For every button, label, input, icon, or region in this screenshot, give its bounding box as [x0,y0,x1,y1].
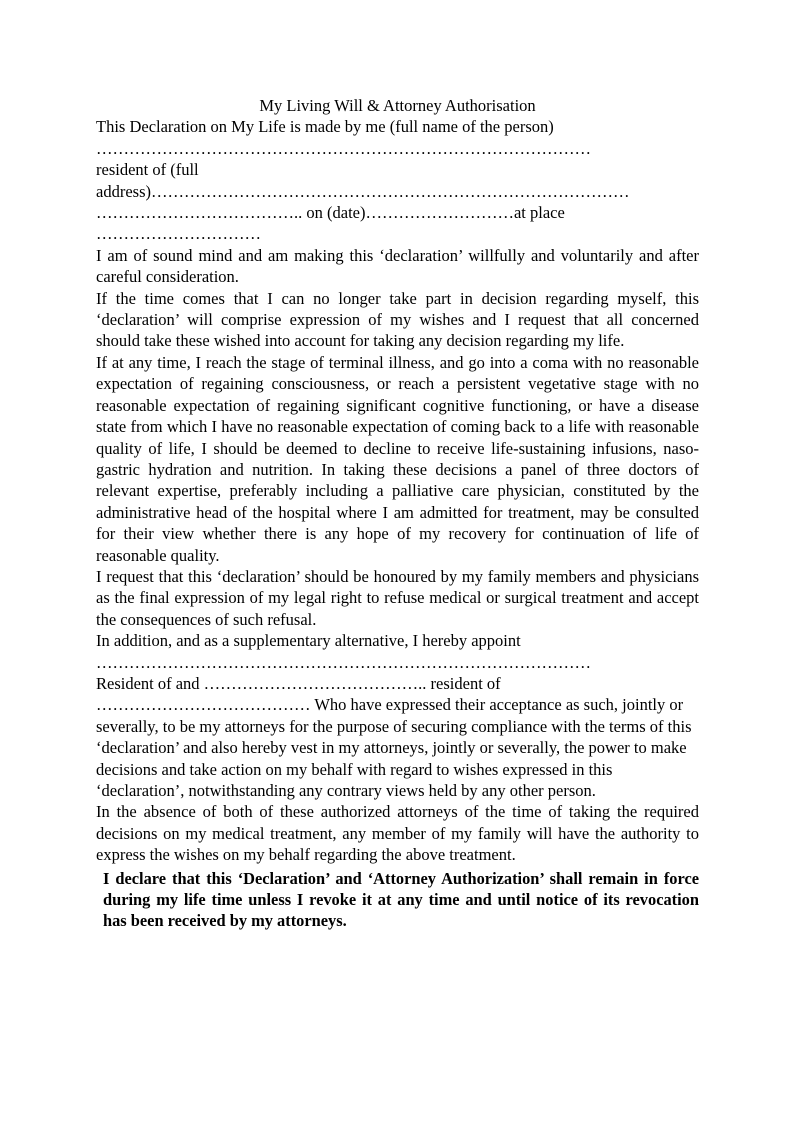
date-place-line: ……………………………….. on (date)………………………at place [96,203,565,223]
appoint-blank: ……………………………………………………………………………… [96,652,591,672]
intro-line: This Declaration on My Life is made by me (full name of the person) [96,117,554,137]
resident-of-label: resident of (full [96,160,199,180]
full-name-blank: ……………………………………………………………………………… [96,138,591,158]
place-blank: ………………………… [96,224,261,244]
honoured-paragraph: I request that this ‘declaration’ should be honoured by my family members and physicians as the final expression of my legal right to refuse medical or surgical treatment and accept the consequences of such refusal. [96,566,699,629]
sound-mind-paragraph: I am of sound mind and am making this ‘declaration’ willfully and voluntarily and after careful consideration. [96,245,699,287]
document-page [96,95,699,932]
appoint-line: In addition, and as a supplementary alternative, I hereby appoint [96,631,521,651]
terminal-illness-paragraph: If at any time, I reach the stage of terminal illness, and go into a coma with no reasonable expectation of regaining consciousness, or reach a persistent vegetative stage with no reasonable expectation of regaining significant cognitive functioning, or have a disease state from which I have no reasonable expectation of coming back to a life with reasonable quality of life, I should be deemed to decline to receive life-sustaining infusions, naso-gastric hydration and nutrition. In taking these decisions a panel of three doctors of relevant expertise, preferably including a palliative care physician, constituted by the administrative head of the hospital where I am admitted for treatment, may be consulted for their view whether there is any hope of my recovery for continuation of life of reasonable quality. [96,352,699,565]
closing-declaration: I declare that this ‘Declaration’ and ‘Attorney Authorization’ shall remain in force during my life time unless I revoke it at any time and until notice of its revocation has been received by my attorneys. [103,868,699,931]
attorneys-paragraph: ………………………………… Who have expressed their acceptance as such, jointly or severally, to be my attorneys for the purpose of securing compliance with the terms of this ‘declaration’ and also hereby vest in my attorneys, jointly or severally, the power to make decisions and take action on my behalf with regard to wishes expressed in this ‘declaration’, notwithstanding any contrary views held by any other person. [96,695,692,800]
resident-and-line: Resident of and ………………………………….. resident of [96,673,501,693]
time-comes-paragraph: If the time comes that I can no longer take part in decision regarding myself, this ‘declaration’ will comprise expression of my wishes and I request that all concerned should take these wished into account for taking any decision regarding my life. [96,288,699,351]
address-blank-line: address)…………………………………………………………………………… [96,181,630,201]
absence-paragraph: In the absence of both of these authorized attorneys of the time of taking the required decisions on my medical treatment, any member of my family will have the authority to express the wishes on my behalf regarding the above treatment. [96,802,699,865]
document-title: My Living Will & Attorney Authorisation [259,96,536,115]
